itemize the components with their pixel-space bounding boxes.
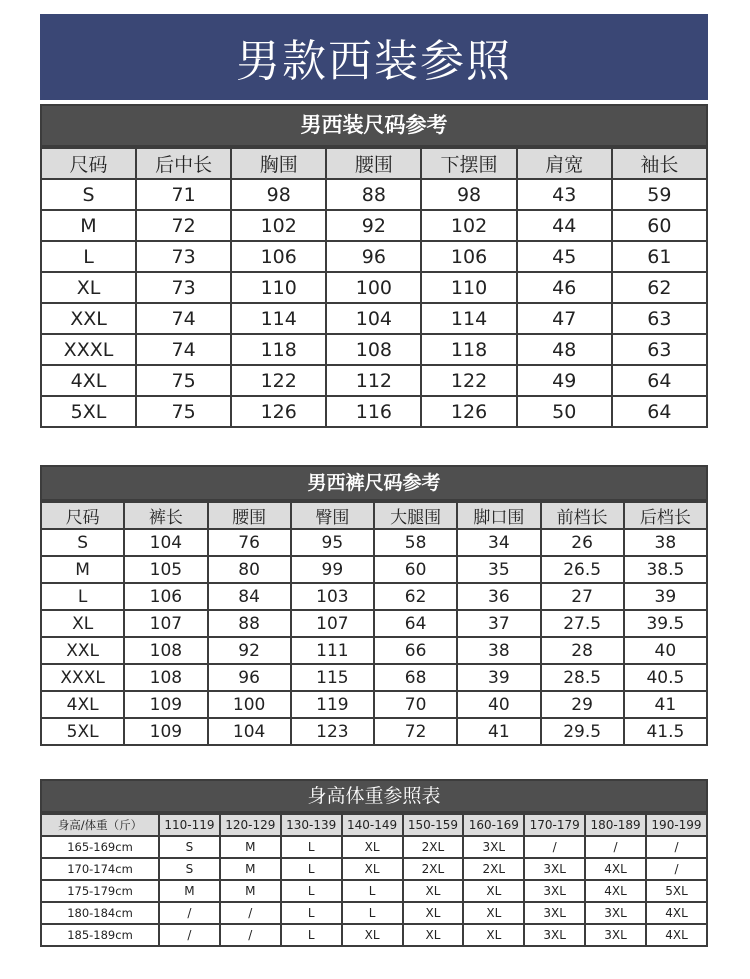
suit-header-row bbox=[41, 148, 707, 179]
pants-table-cell: 29.5 bbox=[541, 718, 624, 745]
pants-table-cell: 39 bbox=[457, 664, 540, 691]
suit-table-cell: 49 bbox=[517, 365, 612, 396]
pants-column-header: 前档长 bbox=[541, 502, 624, 529]
suit-table-cell: L bbox=[41, 241, 136, 272]
page-banner bbox=[40, 14, 708, 100]
height-weight-table-cell: L bbox=[281, 902, 342, 924]
height-weight-table-cell: 2XL bbox=[403, 858, 464, 880]
height-weight-table-cell: 3XL bbox=[524, 858, 585, 880]
height-weight-column-header: 110-119 bbox=[159, 814, 220, 836]
height-weight-table-cell: 2XL bbox=[403, 836, 464, 858]
page-title: 男款西装参照 bbox=[236, 36, 512, 87]
suit-table-cell: 92 bbox=[326, 210, 421, 241]
height-weight-table-cell: XL bbox=[463, 902, 524, 924]
pants-table-cell: 37 bbox=[457, 610, 540, 637]
pants-table-cell: 39.5 bbox=[624, 610, 707, 637]
height-weight-table-cell: 4XL bbox=[646, 902, 707, 924]
pants-table-cell: 103 bbox=[291, 583, 374, 610]
height-weight-table-cell: XL bbox=[403, 924, 464, 946]
height-weight-table-cell: 2XL bbox=[463, 858, 524, 880]
height-weight-table-cell: / bbox=[159, 924, 220, 946]
height-weight-table-cell: / bbox=[220, 924, 281, 946]
pants-table-cell: 72 bbox=[374, 718, 457, 745]
pants-table-cell: 99 bbox=[291, 556, 374, 583]
suit-table-cell: 59 bbox=[612, 179, 707, 210]
height-weight-table-cell: M bbox=[220, 880, 281, 902]
pants-table-cell: 38.5 bbox=[624, 556, 707, 583]
pants-table-cell: 109 bbox=[124, 691, 207, 718]
suit-table-cell: 126 bbox=[421, 396, 516, 427]
suit-table-cell: 112 bbox=[326, 365, 421, 396]
height-weight-column-header: 160-169 bbox=[463, 814, 524, 836]
pants-table-cell: 38 bbox=[457, 637, 540, 664]
suit-table-cell: 74 bbox=[136, 334, 231, 365]
suit-table-cell: 64 bbox=[612, 396, 707, 427]
suit-table-row bbox=[41, 179, 707, 210]
suit-table-cell: 45 bbox=[517, 241, 612, 272]
pants-table-cell: 29 bbox=[541, 691, 624, 718]
height-weight-table-cell: XL bbox=[463, 924, 524, 946]
suit-table-cell: 73 bbox=[136, 272, 231, 303]
height-weight-table-cell: / bbox=[220, 902, 281, 924]
suit-table-cell: 122 bbox=[231, 365, 326, 396]
suit-table-cell: 100 bbox=[326, 272, 421, 303]
suit-column-header: 腰围 bbox=[326, 148, 421, 179]
suit-table-row bbox=[41, 396, 707, 427]
pants-table-row bbox=[41, 583, 707, 610]
height-weight-table-row bbox=[41, 858, 707, 880]
pants-table-cell: 27 bbox=[541, 583, 624, 610]
height-weight-table-cell: XL bbox=[403, 880, 464, 902]
height-weight-column-header: 身高/体重（斤） bbox=[41, 814, 159, 836]
pants-table-row bbox=[41, 637, 707, 664]
pants-table-cell: 108 bbox=[124, 637, 207, 664]
suit-table-cell: XL bbox=[41, 272, 136, 303]
height-weight-table-cell: 185-189cm bbox=[41, 924, 159, 946]
suit-table-cell: 72 bbox=[136, 210, 231, 241]
suit-table-cell: 48 bbox=[517, 334, 612, 365]
pants-table-row bbox=[41, 610, 707, 637]
height-weight-table-cell: L bbox=[342, 880, 403, 902]
pants-table-row bbox=[41, 664, 707, 691]
suit-table-row bbox=[41, 241, 707, 272]
suit-table-cell: 126 bbox=[231, 396, 326, 427]
pants-table-cell: XXXL bbox=[41, 664, 124, 691]
height-weight-table-cell: XL bbox=[342, 836, 403, 858]
pants-table-cell: 40 bbox=[457, 691, 540, 718]
pants-table-cell: 39 bbox=[624, 583, 707, 610]
suit-table-cell: 110 bbox=[421, 272, 516, 303]
suit-table-row bbox=[41, 210, 707, 241]
suit-table-cell: 63 bbox=[612, 334, 707, 365]
height-weight-table-row bbox=[41, 880, 707, 902]
suit-table-cell: 118 bbox=[231, 334, 326, 365]
pants-table-cell: 62 bbox=[374, 583, 457, 610]
height-weight-column-header: 130-139 bbox=[281, 814, 342, 836]
height-weight-table-cell: 3XL bbox=[524, 880, 585, 902]
suit-column-header: 袖长 bbox=[612, 148, 707, 179]
pants-table-cell: 66 bbox=[374, 637, 457, 664]
suit-column-header: 尺码 bbox=[41, 148, 136, 179]
pants-table-row bbox=[41, 529, 707, 556]
pants-table-cell: 26 bbox=[541, 529, 624, 556]
suit-table-cell: 62 bbox=[612, 272, 707, 303]
suit-table-cell: M bbox=[41, 210, 136, 241]
pants-table-cell: 36 bbox=[457, 583, 540, 610]
height-weight-table-title: 身高体重参照表 bbox=[40, 779, 708, 813]
height-weight-table-cell: L bbox=[342, 902, 403, 924]
height-weight-table-row bbox=[41, 836, 707, 858]
height-weight-table-cell: XL bbox=[463, 880, 524, 902]
suit-table-cell: 98 bbox=[231, 179, 326, 210]
suit-table-cell: 88 bbox=[326, 179, 421, 210]
pants-table-cell: 92 bbox=[208, 637, 291, 664]
height-weight-table-cell: 175-179cm bbox=[41, 880, 159, 902]
suit-size-section bbox=[40, 104, 708, 428]
height-weight-table-cell: 5XL bbox=[646, 880, 707, 902]
height-weight-table-cell: M bbox=[159, 880, 220, 902]
suit-table-cell: 43 bbox=[517, 179, 612, 210]
pants-column-header: 后档长 bbox=[624, 502, 707, 529]
pants-table-row bbox=[41, 556, 707, 583]
suit-table-cell: 114 bbox=[421, 303, 516, 334]
suit-table-cell: 5XL bbox=[41, 396, 136, 427]
suit-table-cell: 106 bbox=[421, 241, 516, 272]
height-weight-section bbox=[40, 779, 708, 947]
suit-table-row bbox=[41, 272, 707, 303]
height-weight-table-cell: / bbox=[646, 836, 707, 858]
suit-column-header: 胸围 bbox=[231, 148, 326, 179]
suit-table-cell: 71 bbox=[136, 179, 231, 210]
pants-table-cell: 70 bbox=[374, 691, 457, 718]
height-weight-table-cell: 165-169cm bbox=[41, 836, 159, 858]
pants-table-cell: 104 bbox=[124, 529, 207, 556]
height-weight-table-cell: / bbox=[524, 836, 585, 858]
pants-table-title: 男西裤尺码参考 bbox=[40, 465, 708, 501]
pants-table-cell: 115 bbox=[291, 664, 374, 691]
suit-column-header: 下摆围 bbox=[421, 148, 516, 179]
height-weight-table-cell: / bbox=[585, 836, 646, 858]
suit-table-cell: 50 bbox=[517, 396, 612, 427]
suit-column-header: 后中长 bbox=[136, 148, 231, 179]
height-weight-table-cell: 3XL bbox=[585, 902, 646, 924]
height-weight-table-cell: / bbox=[159, 902, 220, 924]
pants-table-cell: 109 bbox=[124, 718, 207, 745]
suit-table-cell: 44 bbox=[517, 210, 612, 241]
height-weight-table-cell: 4XL bbox=[585, 880, 646, 902]
pants-table-cell: 95 bbox=[291, 529, 374, 556]
pants-table-cell: 64 bbox=[374, 610, 457, 637]
height-weight-table-row bbox=[41, 902, 707, 924]
pants-table-cell: 105 bbox=[124, 556, 207, 583]
suit-table-title: 男西装尺码参考 bbox=[40, 104, 708, 147]
pants-table-cell: 40 bbox=[624, 637, 707, 664]
height-weight-table-cell: 4XL bbox=[646, 924, 707, 946]
suit-table-cell: 64 bbox=[612, 365, 707, 396]
pants-table-cell: 4XL bbox=[41, 691, 124, 718]
pants-table-cell: 40.5 bbox=[624, 664, 707, 691]
pants-table-cell: L bbox=[41, 583, 124, 610]
pants-table-cell: 34 bbox=[457, 529, 540, 556]
height-weight-column-header: 120-129 bbox=[220, 814, 281, 836]
pants-table-cell: 27.5 bbox=[541, 610, 624, 637]
pants-column-header: 尺码 bbox=[41, 502, 124, 529]
suit-table-cell: 75 bbox=[136, 396, 231, 427]
suit-table-cell: XXL bbox=[41, 303, 136, 334]
height-weight-table-cell: 3XL bbox=[463, 836, 524, 858]
height-weight-table-cell: L bbox=[281, 924, 342, 946]
pants-table-cell: 107 bbox=[124, 610, 207, 637]
suit-table-cell: 110 bbox=[231, 272, 326, 303]
height-weight-column-header: 140-149 bbox=[342, 814, 403, 836]
pants-table-cell: 119 bbox=[291, 691, 374, 718]
height-weight-column-header: 180-189 bbox=[585, 814, 646, 836]
height-weight-table-cell: M bbox=[220, 836, 281, 858]
pants-table-cell: 28.5 bbox=[541, 664, 624, 691]
pants-table-cell: 41 bbox=[624, 691, 707, 718]
suit-table-cell: 61 bbox=[612, 241, 707, 272]
pants-table-cell: 41 bbox=[457, 718, 540, 745]
height-weight-table-cell: 180-184cm bbox=[41, 902, 159, 924]
suit-table-cell: 104 bbox=[326, 303, 421, 334]
height-weight-table-cell: 3XL bbox=[524, 902, 585, 924]
height-weight-column-header: 190-199 bbox=[646, 814, 707, 836]
pants-table-cell: 111 bbox=[291, 637, 374, 664]
pants-table-cell: 123 bbox=[291, 718, 374, 745]
suit-table-cell: 118 bbox=[421, 334, 516, 365]
pants-table-cell: 68 bbox=[374, 664, 457, 691]
suit-table-cell: 122 bbox=[421, 365, 516, 396]
suit-table-cell: 74 bbox=[136, 303, 231, 334]
suit-table-cell: XXXL bbox=[41, 334, 136, 365]
height-weight-table-cell: 3XL bbox=[524, 924, 585, 946]
pants-column-header: 臀围 bbox=[291, 502, 374, 529]
suit-table-row bbox=[41, 334, 707, 365]
pants-column-header: 腰围 bbox=[208, 502, 291, 529]
suit-table-cell: 75 bbox=[136, 365, 231, 396]
suit-table-cell: 47 bbox=[517, 303, 612, 334]
pants-table-cell: 88 bbox=[208, 610, 291, 637]
pants-table-cell: 96 bbox=[208, 664, 291, 691]
suit-table-cell: 102 bbox=[421, 210, 516, 241]
pants-size-table bbox=[40, 501, 708, 746]
pants-table-cell: 107 bbox=[291, 610, 374, 637]
height-weight-table-cell: S bbox=[159, 858, 220, 880]
pants-table-cell: 84 bbox=[208, 583, 291, 610]
height-weight-column-header: 150-159 bbox=[403, 814, 464, 836]
pants-table-cell: 41.5 bbox=[624, 718, 707, 745]
suit-table-cell: 108 bbox=[326, 334, 421, 365]
height-weight-table-cell: / bbox=[646, 858, 707, 880]
pants-table-cell: XL bbox=[41, 610, 124, 637]
suit-size-table bbox=[40, 147, 708, 428]
suit-table-cell: 106 bbox=[231, 241, 326, 272]
pants-table-row bbox=[41, 691, 707, 718]
suit-table-cell: 116 bbox=[326, 396, 421, 427]
height-weight-table-cell: XL bbox=[342, 924, 403, 946]
pants-column-header: 脚口围 bbox=[457, 502, 540, 529]
pants-table-cell: XXL bbox=[41, 637, 124, 664]
pants-table-cell: M bbox=[41, 556, 124, 583]
suit-table-cell: 60 bbox=[612, 210, 707, 241]
pants-table-cell: 26.5 bbox=[541, 556, 624, 583]
pants-size-section bbox=[40, 465, 708, 746]
pants-table-cell: 28 bbox=[541, 637, 624, 664]
height-weight-table-cell: L bbox=[281, 836, 342, 858]
pants-column-header: 裤长 bbox=[124, 502, 207, 529]
pants-table-cell: 60 bbox=[374, 556, 457, 583]
pants-header-row bbox=[41, 502, 707, 529]
suit-column-header: 肩宽 bbox=[517, 148, 612, 179]
pants-table-cell: 104 bbox=[208, 718, 291, 745]
pants-table-cell: 106 bbox=[124, 583, 207, 610]
suit-table-cell: 102 bbox=[231, 210, 326, 241]
height-weight-table bbox=[40, 813, 708, 947]
pants-table-row bbox=[41, 718, 707, 745]
height-weight-table-cell: L bbox=[281, 880, 342, 902]
suit-table-cell: S bbox=[41, 179, 136, 210]
pants-table-cell: 5XL bbox=[41, 718, 124, 745]
height-weight-header-row bbox=[41, 814, 707, 836]
height-weight-table-cell: XL bbox=[342, 858, 403, 880]
pants-table-cell: 100 bbox=[208, 691, 291, 718]
height-weight-table-cell: M bbox=[220, 858, 281, 880]
height-weight-table-cell: 3XL bbox=[585, 924, 646, 946]
height-weight-column-header: 170-179 bbox=[524, 814, 585, 836]
height-weight-table-cell: S bbox=[159, 836, 220, 858]
pants-table-cell: 76 bbox=[208, 529, 291, 556]
height-weight-table-cell: L bbox=[281, 858, 342, 880]
suit-table-row bbox=[41, 365, 707, 396]
height-weight-table-cell: XL bbox=[403, 902, 464, 924]
suit-table-cell: 4XL bbox=[41, 365, 136, 396]
pants-column-header: 大腿围 bbox=[374, 502, 457, 529]
pants-table-cell: S bbox=[41, 529, 124, 556]
suit-table-row bbox=[41, 303, 707, 334]
height-weight-table-cell: 4XL bbox=[585, 858, 646, 880]
suit-table-cell: 98 bbox=[421, 179, 516, 210]
suit-table-cell: 63 bbox=[612, 303, 707, 334]
suit-table-cell: 96 bbox=[326, 241, 421, 272]
pants-table-cell: 58 bbox=[374, 529, 457, 556]
height-weight-table-cell: 170-174cm bbox=[41, 858, 159, 880]
height-weight-table-row bbox=[41, 924, 707, 946]
suit-table-cell: 73 bbox=[136, 241, 231, 272]
pants-table-cell: 108 bbox=[124, 664, 207, 691]
pants-table-cell: 38 bbox=[624, 529, 707, 556]
pants-table-cell: 35 bbox=[457, 556, 540, 583]
suit-table-cell: 46 bbox=[517, 272, 612, 303]
pants-table-cell: 80 bbox=[208, 556, 291, 583]
suit-table-cell: 114 bbox=[231, 303, 326, 334]
